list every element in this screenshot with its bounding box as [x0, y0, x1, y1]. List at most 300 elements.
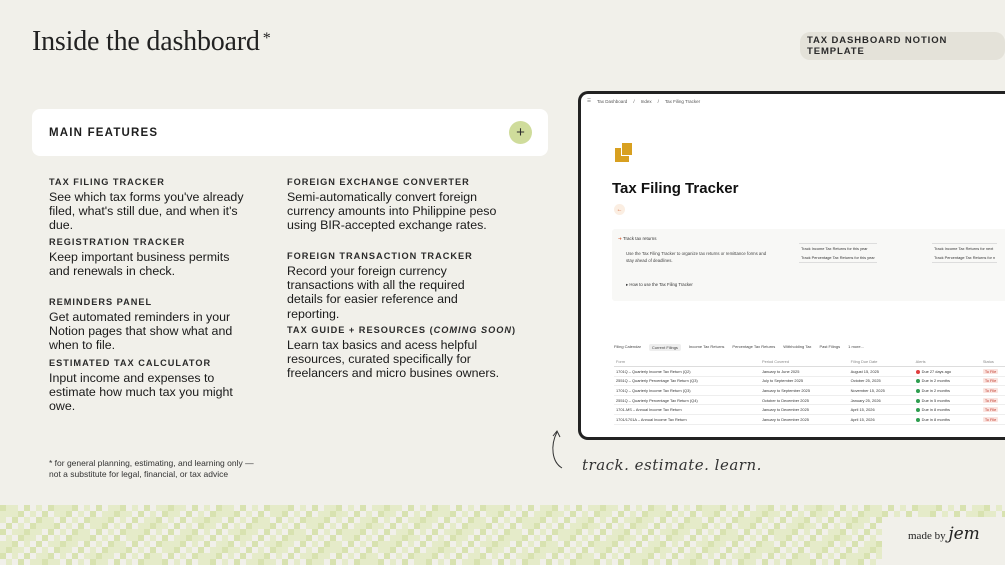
pattern-tile: [900, 505, 906, 511]
pattern-tile: [438, 535, 444, 541]
pattern-tile: [96, 523, 102, 529]
pattern-tile: [396, 505, 402, 511]
pattern-tile: [870, 541, 876, 547]
pattern-tile: [666, 529, 672, 535]
pattern-tile: [156, 523, 162, 529]
pattern-tile: [228, 517, 234, 523]
pattern-tile: [324, 511, 330, 517]
pattern-tile: [576, 559, 582, 565]
pattern-tile: [630, 547, 636, 553]
pattern-tile: [654, 523, 660, 529]
pattern-tile: [510, 511, 516, 517]
pattern-tile: [804, 523, 810, 529]
pattern-tile: [156, 505, 162, 511]
pattern-tile: [780, 529, 786, 535]
disclaimer-footnote: * for general planning, estimating, and learning only — not a substitute for legal, financial, or tax advice: [49, 458, 254, 479]
pattern-tile: [330, 535, 336, 541]
pattern-tile: [258, 511, 264, 517]
pattern-tile: [306, 535, 312, 541]
feature-reminders-panel: [49, 297, 254, 353]
pattern-tile: [606, 523, 612, 529]
column-header: Status: [981, 357, 1005, 367]
feature-description: Semi-automatically convert foreign currency amounts into Philippine peso using BIR-accepted exchange rates.: [287, 190, 497, 233]
pattern-tile: [156, 541, 162, 547]
pattern-tile: [828, 535, 834, 541]
pattern-tile: [258, 517, 264, 523]
pattern-tile: [498, 535, 504, 541]
pattern-tile: [108, 517, 114, 523]
pattern-tile: [516, 541, 522, 547]
pattern-tile: [420, 517, 426, 523]
pattern-tile: [300, 553, 306, 559]
pattern-tile: [540, 511, 546, 517]
pattern-tile: [60, 529, 66, 535]
pattern-tile: [444, 529, 450, 535]
pattern-tile: [216, 529, 222, 535]
pattern-tile: [306, 517, 312, 523]
breadcrumb: [587, 98, 700, 104]
pattern-tile: [816, 511, 822, 517]
pattern-tile: [972, 511, 978, 517]
pattern-tile: [534, 511, 540, 517]
pattern-tile: [120, 553, 126, 559]
pattern-tile: [852, 505, 858, 511]
pattern-tile: [264, 505, 270, 511]
pattern-tile: [864, 547, 870, 553]
pattern-tile: [60, 553, 66, 559]
callout-body: Use the Tax Filing Tracker to organize tax returns or remittance forms and stay ahead of deadlines.: [626, 251, 767, 263]
pattern-tile: [156, 559, 162, 565]
pattern-tile: [732, 541, 738, 547]
pattern-tile: [138, 511, 144, 517]
pattern-tile: [114, 523, 120, 529]
pattern-tile: [792, 523, 798, 529]
pattern-tile: [318, 523, 324, 529]
pattern-tile: [198, 535, 204, 541]
pattern-tile: [714, 511, 720, 517]
pattern-tile: [180, 553, 186, 559]
pattern-tile: [624, 541, 630, 547]
pattern-tile: [876, 505, 882, 511]
pattern-tile: [276, 547, 282, 553]
cell-alert: [914, 376, 981, 386]
pattern-tile: [546, 559, 552, 565]
pattern-tile: [522, 511, 528, 517]
pattern-tile: [228, 541, 234, 547]
pattern-tile: [672, 553, 678, 559]
pattern-tile: [636, 541, 642, 547]
pattern-tile: [768, 547, 774, 553]
pattern-tile: [432, 553, 438, 559]
pattern-tile: [132, 529, 138, 535]
pattern-tile: [300, 535, 306, 541]
pattern-tile: [336, 547, 342, 553]
pattern-tile: [102, 535, 108, 541]
pattern-tile: [462, 511, 468, 517]
pattern-tile: [558, 529, 564, 535]
pattern-tile: [168, 511, 174, 517]
pattern-tile: [678, 523, 684, 529]
pattern-tile: [756, 553, 762, 559]
pattern-tile: [594, 559, 600, 565]
pattern-tile: [228, 511, 234, 517]
breadcrumb-item: Tax Filing Tracker: [664, 98, 701, 104]
pattern-tile: [270, 523, 276, 529]
pattern-tile: [30, 523, 36, 529]
feature-title: [287, 325, 517, 335]
pattern-tile: [126, 559, 132, 565]
pattern-tile: [246, 511, 252, 517]
pattern-tile: [780, 505, 786, 511]
pattern-tile: [354, 535, 360, 541]
pattern-tile: [228, 529, 234, 535]
pattern-tile: [60, 547, 66, 553]
pattern-tile: [810, 523, 816, 529]
pattern-tile: [420, 505, 426, 511]
pattern-tile: [210, 559, 216, 565]
pattern-tile: [870, 505, 876, 511]
pattern-tile: [234, 559, 240, 565]
pattern-tile: [822, 511, 828, 517]
pattern-tile: [276, 541, 282, 547]
pattern-tile: [330, 523, 336, 529]
pattern-tile: [24, 529, 30, 535]
pattern-tile: [366, 547, 372, 553]
pattern-tile: [492, 505, 498, 511]
pattern-tile: [492, 541, 498, 547]
pattern-tile: [0, 511, 6, 517]
pattern-tile: [894, 511, 900, 517]
pattern-tile: [342, 529, 348, 535]
pattern-tile: [396, 553, 402, 559]
pattern-tile: [18, 529, 24, 535]
pattern-tile: [60, 505, 66, 511]
pattern-tile: [396, 541, 402, 547]
pattern-tile: [528, 505, 534, 511]
pattern-tile: [84, 541, 90, 547]
pattern-tile: [828, 529, 834, 535]
pattern-tile: [6, 559, 12, 565]
pattern-tile: [408, 529, 414, 535]
pattern-tile: [72, 505, 78, 511]
pattern-tile: [336, 529, 342, 535]
feature-title: TAX FILING TRACKER: [49, 177, 165, 187]
pattern-tile: [456, 517, 462, 523]
pattern-tile: [90, 517, 96, 523]
tagline: track. estimate. learn.: [582, 456, 762, 474]
pattern-tile: [630, 553, 636, 559]
column-header: Period Covered: [760, 357, 849, 367]
page-title-text: Inside the dashboard: [32, 26, 260, 57]
pattern-tile: [846, 553, 852, 559]
feature-tax-filing-tracker: [49, 177, 264, 233]
pattern-tile: [534, 553, 540, 559]
pattern-tile: [216, 511, 222, 517]
pattern-tile: [606, 505, 612, 511]
pattern-tile: [462, 547, 468, 553]
pattern-tile: [756, 541, 762, 547]
pattern-tile: [390, 547, 396, 553]
pattern-tile: [690, 535, 696, 541]
pattern-tile: [138, 529, 144, 535]
pattern-tile: [576, 541, 582, 547]
pattern-tile: [384, 541, 390, 547]
pattern-tile: [270, 511, 276, 517]
pattern-tile: [156, 517, 162, 523]
pattern-tile: [306, 547, 312, 553]
pattern-tile: [936, 505, 942, 511]
pattern-tile: [54, 541, 60, 547]
pattern-tile: [162, 511, 168, 517]
pattern-tile: [702, 535, 708, 541]
pattern-tile: [750, 547, 756, 553]
pattern-tile: [276, 517, 282, 523]
pattern-tile: [192, 541, 198, 547]
pattern-tile: [876, 511, 882, 517]
pattern-tile: [150, 517, 156, 523]
pattern-tile: [684, 517, 690, 523]
pattern-tile: [630, 511, 636, 517]
pattern-tile: [708, 511, 714, 517]
pattern-tile: [168, 517, 174, 523]
pattern-tile: [402, 559, 408, 565]
pattern-tile: [294, 559, 300, 565]
pattern-tile: [390, 541, 396, 547]
pattern-tile: [534, 559, 540, 565]
pattern-tile: [834, 535, 840, 541]
pattern-tile: [258, 523, 264, 529]
pattern-tile: [324, 529, 330, 535]
pattern-tile: [324, 517, 330, 523]
pattern-tile: [792, 529, 798, 535]
pattern-tile: [120, 547, 126, 553]
pattern-tile: [360, 541, 366, 547]
tab-more: 1 more...: [848, 344, 864, 349]
pattern-tile: [582, 559, 588, 565]
pattern-tile: [582, 523, 588, 529]
pattern-tile: [264, 541, 270, 547]
pattern-tile: [852, 517, 858, 523]
pattern-tile: [636, 505, 642, 511]
pattern-tile: [108, 505, 114, 511]
pattern-tile: [690, 559, 696, 565]
cell-status: [981, 405, 1005, 415]
breadcrumb-separator: /: [633, 98, 635, 104]
pattern-tile: [78, 529, 84, 535]
plus-icon[interactable]: +: [509, 121, 532, 144]
pattern-tile: [738, 511, 744, 517]
main-features-card[interactable]: [32, 109, 548, 156]
pattern-tile: [54, 505, 60, 511]
pattern-tile: [822, 541, 828, 547]
pattern-tile: [618, 559, 624, 565]
pattern-tile: [468, 541, 474, 547]
pattern-tile: [84, 535, 90, 541]
pattern-tile: [396, 535, 402, 541]
pattern-tile: [486, 541, 492, 547]
link-income-tax-next: Track Income Tax Returns for next: [934, 246, 994, 251]
pattern-tile: [912, 505, 918, 511]
pattern-tile: [360, 523, 366, 529]
pattern-tile: [168, 505, 174, 511]
pattern-tile: [6, 523, 12, 529]
pattern-tile: [492, 517, 498, 523]
pattern-tile: [582, 511, 588, 517]
pattern-tile: [312, 559, 318, 565]
pattern-tile: [642, 535, 648, 541]
title-asterisk: *: [262, 30, 271, 47]
pattern-tile: [672, 535, 678, 541]
pattern-tile: [516, 517, 522, 523]
pattern-tile: [234, 529, 240, 535]
pattern-tile: [798, 535, 804, 541]
curved-arrow-icon: [548, 428, 568, 472]
tab-past-filings: Past Filings: [819, 344, 841, 349]
pattern-tile: [48, 559, 54, 565]
pattern-tile: [570, 511, 576, 517]
pattern-tile: [660, 517, 666, 523]
pattern-tile: [246, 547, 252, 553]
pattern-tile: [288, 517, 294, 523]
pattern-tile: [546, 511, 552, 517]
cell-due: April 15, 2026: [849, 414, 914, 424]
pattern-tile: [570, 559, 576, 565]
pattern-tile: [462, 559, 468, 565]
tab-current-filings: Current Filings: [649, 344, 681, 351]
cell-alert: [914, 386, 981, 396]
pattern-tile: [288, 529, 294, 535]
pattern-tile: [870, 511, 876, 517]
pattern-tile: [246, 535, 252, 541]
pattern-tile: [114, 505, 120, 511]
pattern-tile: [426, 559, 432, 565]
pattern-tile: [756, 517, 762, 523]
pattern-tile: [354, 547, 360, 553]
pattern-tile: [744, 559, 750, 565]
pattern-tile: [840, 553, 846, 559]
pattern-tile: [678, 547, 684, 553]
feature-title-suffix: ): [512, 325, 517, 335]
pattern-tile: [666, 547, 672, 553]
pattern-tile: [510, 523, 516, 529]
pattern-tile: [48, 517, 54, 523]
pattern-tile: [594, 511, 600, 517]
mock-page-title: Tax Filing Tracker: [612, 180, 739, 197]
pattern-tile: [66, 547, 72, 553]
pattern-tile: [588, 523, 594, 529]
pattern-tile: [282, 535, 288, 541]
feature-description: See which tax forms you've already filed, what's still due, and when it's due.: [49, 190, 244, 233]
pattern-tile: [6, 547, 12, 553]
pattern-tile: [438, 541, 444, 547]
column-header: Alerts: [914, 357, 981, 367]
pattern-tile: [420, 553, 426, 559]
pattern-tile: [6, 535, 12, 541]
pattern-tile: [954, 511, 960, 517]
pattern-tile: [486, 505, 492, 511]
pattern-tile: [810, 547, 816, 553]
pattern-tile: [258, 553, 264, 559]
pattern-tile: [96, 529, 102, 535]
breadcrumb-item: Index: [640, 98, 652, 104]
pattern-tile: [768, 517, 774, 523]
feature-tax-guide-resources: [287, 325, 517, 381]
pattern-tile: [138, 547, 144, 553]
pattern-tile: [276, 529, 282, 535]
pattern-tile: [744, 529, 750, 535]
template-badge: TAX DASHBOARD NOTION TEMPLATE: [800, 32, 1005, 60]
pattern-tile: [36, 553, 42, 559]
pattern-tile: [360, 505, 366, 511]
pattern-tile: [606, 535, 612, 541]
pattern-tile: [12, 541, 18, 547]
pattern-tile: [42, 517, 48, 523]
pattern-tile: [288, 535, 294, 541]
pattern-tile: [168, 547, 174, 553]
pattern-tile: [402, 523, 408, 529]
pattern-tile: [384, 505, 390, 511]
pattern-tile: [870, 547, 876, 553]
pattern-tile: [762, 547, 768, 553]
pattern-tile: [90, 535, 96, 541]
pattern-tile: [816, 505, 822, 511]
pattern-tile: [78, 547, 84, 553]
pattern-tile: [690, 511, 696, 517]
cell-alert: [914, 405, 981, 415]
pattern-tile: [510, 559, 516, 565]
pattern-tile: [828, 505, 834, 511]
pattern-tile: [192, 529, 198, 535]
pattern-tile: [438, 523, 444, 529]
pattern-tile: [792, 553, 798, 559]
pattern-tile: [732, 529, 738, 535]
pattern-tile: [132, 541, 138, 547]
pattern-tile: [582, 553, 588, 559]
pattern-tile: [564, 529, 570, 535]
pattern-tile: [174, 559, 180, 565]
pattern-tile: [480, 553, 486, 559]
cell-period: January to June 2025: [760, 367, 849, 377]
pattern-tile: [816, 553, 822, 559]
cell-period: October to December 2025: [760, 395, 849, 405]
pattern-tile: [642, 523, 648, 529]
pattern-tile: [858, 523, 864, 529]
pattern-tile: [186, 547, 192, 553]
pattern-tile: [876, 541, 882, 547]
pattern-tile: [738, 559, 744, 565]
pattern-tile: [216, 547, 222, 553]
pattern-tile: [18, 547, 24, 553]
pattern-tile: [816, 541, 822, 547]
pattern-tile: [630, 523, 636, 529]
pattern-tile: [702, 505, 708, 511]
pattern-tile: [432, 529, 438, 535]
pattern-tile: [444, 553, 450, 559]
pattern-tile: [360, 529, 366, 535]
pattern-tile: [372, 553, 378, 559]
pattern-tile: [156, 529, 162, 535]
pattern-tile: [372, 529, 378, 535]
alert-dot-icon: [916, 408, 920, 412]
cell-alert: [914, 414, 981, 424]
pattern-tile: [324, 547, 330, 553]
pattern-tile: [600, 547, 606, 553]
table-row: [614, 367, 1005, 377]
pattern-tile: [432, 505, 438, 511]
cell-due: October 25, 2025: [849, 376, 914, 386]
pattern-tile: [294, 523, 300, 529]
pattern-tile: [12, 553, 18, 559]
